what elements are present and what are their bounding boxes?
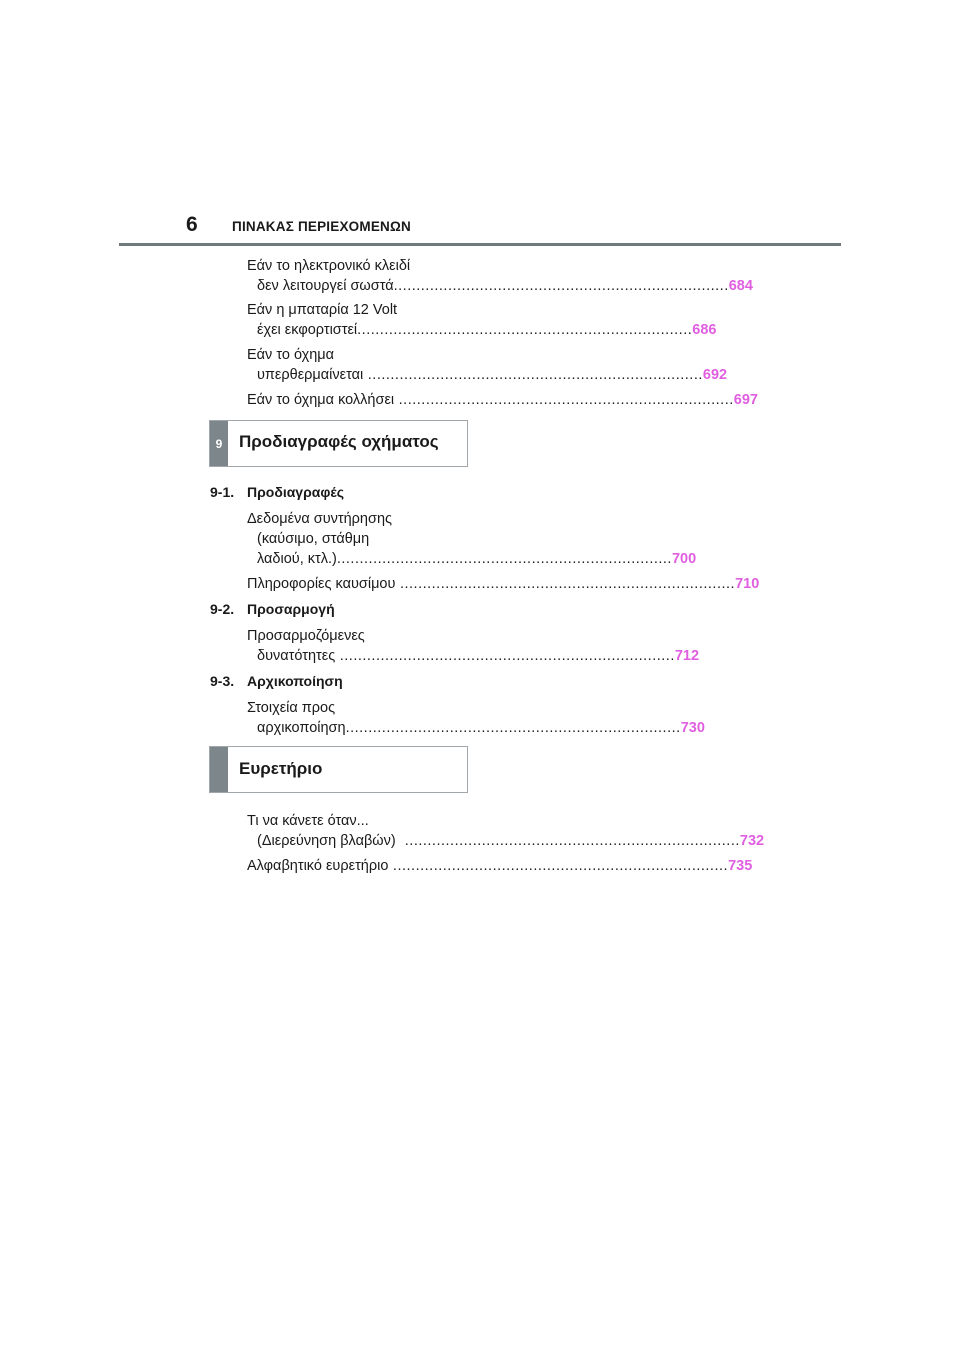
subsection-number: 9-1. [210, 484, 235, 500]
toc-entry-text: έχει εκφορτιστεί [257, 322, 358, 338]
subsection-title: Αρχικοποίηση [247, 673, 343, 689]
section-tab: 9 [210, 421, 228, 466]
page-link[interactable]: 730 [680, 720, 705, 736]
toc-entry-text: Στοιχεία προς [247, 700, 336, 716]
subsection-heading[interactable] [210, 484, 344, 500]
subsection-number: 9-3. [210, 673, 235, 689]
leader-dots: .......................................................................... [395, 833, 740, 849]
subsection-heading[interactable] [210, 673, 343, 689]
toc-entry-text: λαδιού, κτλ.) [257, 551, 337, 567]
toc-entry-text: δυνατότητες [257, 648, 336, 664]
page-link[interactable]: 732 [739, 833, 765, 849]
section-header-index[interactable] [209, 746, 468, 793]
page-link[interactable]: 686 [692, 322, 717, 338]
toc-entry-text: Προσαρμοζόμενες [247, 628, 365, 644]
toc-entry-text: υπερθερμαίνεται [257, 367, 364, 383]
toc-entry-text: δεν λειτουργεί σωστά [257, 278, 394, 294]
leader-dots: .......................................................................... [388, 858, 729, 874]
header-title: ΠΙΝΑΚΑΣ ΠΕΡΙΕΧΟΜΕΝΩΝ [232, 219, 411, 234]
section-title: Ευρετήριο [239, 759, 323, 778]
toc-entry-text: Πληροφορίες καυσίμου [247, 576, 396, 592]
page-number: 6 [186, 213, 198, 236]
header-rule [119, 243, 841, 246]
toc-entry-text: Τι να κάνετε όταν... [247, 813, 369, 829]
leader-dots: .......................................................................... [335, 648, 675, 664]
leader-dots: .......................................................................... [393, 278, 729, 294]
toc-entry-text: Εάν το όχημα [247, 347, 335, 363]
toc-entry-text: (καύσιμο, στάθμη [257, 531, 370, 547]
page-link[interactable]: 697 [733, 392, 758, 408]
page-link[interactable]: 710 [735, 576, 760, 592]
toc-entry-text: αρχικοποίηση [257, 720, 346, 736]
leader-dots: .......................................................................... [345, 720, 681, 736]
page-link[interactable]: 712 [674, 648, 700, 664]
page-link[interactable]: 735 [728, 858, 753, 874]
toc-entry-text: Δεδομένα συντήρησης [247, 511, 392, 527]
toc-entry-text: Εάν το όχημα κολλήσει [247, 392, 395, 408]
leader-dots: .......................................................................... [394, 392, 734, 408]
leader-dots: .......................................................................... [395, 576, 736, 592]
page-link[interactable]: 692 [702, 367, 728, 383]
toc-entry-text: (Διερεύνηση βλαβών) [257, 833, 396, 849]
subsection-title: Προσαρμογή [247, 601, 335, 617]
leader-dots: .......................................................................... [363, 367, 703, 383]
page-link[interactable]: 684 [728, 278, 753, 294]
toc-entry-text: Αλφαβητικό ευρετήριο [247, 858, 389, 874]
leader-dots: .......................................................................... [357, 322, 693, 338]
subsection-heading[interactable] [210, 601, 335, 617]
toc-entry-text: Εάν το ηλεκτρονικό κλειδί [247, 258, 411, 274]
subsection-title: Προδιαγραφές [247, 484, 344, 500]
section-header-specifications[interactable] [209, 420, 468, 467]
section-tab [210, 747, 228, 792]
page-link[interactable]: 700 [671, 551, 697, 567]
subsection-number: 9-2. [210, 601, 235, 617]
leader-dots: .......................................................................... [336, 551, 672, 567]
section-title: Προδιαγραφές οχήματος [239, 432, 439, 451]
toc-entry-text: Εάν η μπαταρία 12 Volt [247, 302, 398, 318]
